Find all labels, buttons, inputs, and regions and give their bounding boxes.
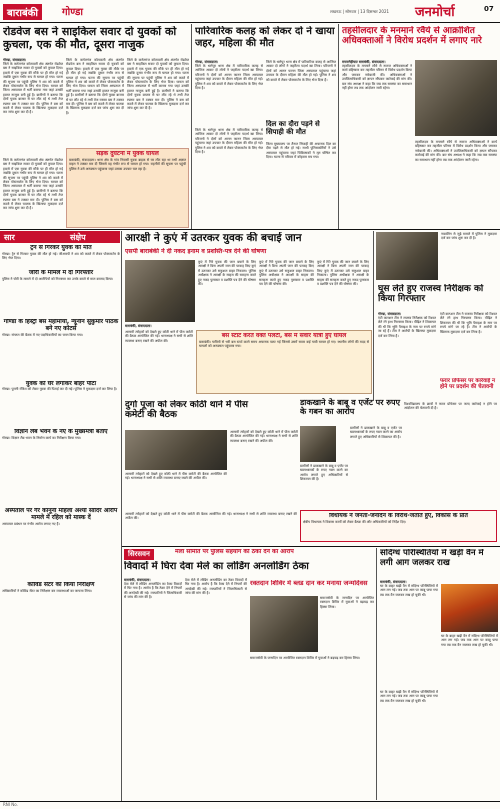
headline-protest: विधायक ने जनता-जनार्दन के विरोध-जताते हुए, विकास के प्रति	[329, 513, 468, 519]
brief-body: गोण्डा। विज्ञान लैब भवन के निर्माण कार्य का निरीक्षण किया गया।	[2, 436, 82, 441]
brief-title: कोविड सेंटर का किया निरीक्षण	[27, 582, 95, 589]
headline-well: आरक्षी ने कुएं में उतरकर युवक की बचाई जान	[125, 232, 302, 244]
body-well-c: कुएं में गिरे युवक की जान बचाने के लिए आरक्षी ने बिना अपनी जान की परवाह किए कुएं में उतरकर उसे सकुशल बाहर निकाला। पुलिस अधीक्षक ने आरक्षी के साहस की सराहना करते हुए नकद पुरस्कार व प्रशस्ति पत्र देने की घोषणा की।	[317, 260, 369, 287]
body-lead1-c: जिले के कर्नलगंज कोतवाली क्षेत्र अंतर्गत रोडवेज बस ने साइकिल सवार दो युवकों को कुचल दिया। हादसे में एक युवक की मौके पर ही मौत हो गई जबकि दूसरा गंभीर रूप से घायल हो गया। घटना की सूचना पर पहुंची पुलिस ने शव को कब्जे में लेकर पोस्टमार्टम के लिए भेज दिया। घायल को जिला अस्पताल में भर्ती कराया गया जहां उसकी हालत नाजुक बनी हुई है। ग्रामीणों ने बताया कि दोनों युवक बाजार से घर लौट रहे थे तभी तेज रफ्तार बस ने टक्कर मार दी। पुलिस ने बस को कब्जे में लेकर चालक के खिलाफ मुकदमा दर्ज कर जांच शुरू कर दी है।	[127, 58, 189, 111]
body-durga-b: आगामी त्योहारों को देखते हुए कोठी थाने में पीस कमेटी की बैठक आयोजित की गई। थानाध्यक्ष ने सभी से शांति व्यवस्था बनाए रखने की अपील की।	[125, 472, 227, 481]
body-donation-b: समाजसेवी के जन्मदिन पर आयोजित रक्तदान शिविर में युवाओं ने बढ़चढ़ कर हिस्सा लिया।	[250, 656, 361, 660]
headline-dead-soldier: दिल का दौरा पड़ने से सिपाही की मौत	[266, 120, 320, 137]
officials-photo	[376, 232, 438, 280]
headline-donation: रक्तदान शिविर में ब्लड दान कर मनाया जन्मदिवस	[250, 580, 368, 587]
byline-bribe: गोण्डा, संवाददाता।	[378, 312, 402, 316]
headline-chair-dispute: विवादों में घिरा देवा मेले का लोडिंग अनलोडिंग ठेका	[124, 561, 309, 572]
protest-box	[300, 510, 497, 542]
brief-body: अस्पताल प्रबंधन पर गंभीर आरोप लगाए गए हैं।	[2, 522, 60, 527]
body-protest: क्षेत्रीय विधायक ने विकास कार्यों को लेकर बैठक की और अधिकारियों को निर्देश दिए।	[303, 519, 407, 524]
body-action-demand: विश्वविद्यालय के छात्रों ने फरार प्रोफेसर पर जल्द कार्रवाई न होने पर आंदोलन की चेतावनी दी है।	[404, 402, 497, 411]
column-rule	[338, 24, 339, 229]
kicker-well: एसपी बाराबंकी ने दी नकद इनाम व प्रशस्ति-पत्र देने की घोषणा	[125, 248, 267, 255]
byline-well: बाराबंकी, संवाददाता।	[125, 324, 152, 328]
highlight-box-body: बाराबंकी, संवाददाता। थाना क्षेत्र के गांव निवासी युवक बाइक से घर लौट रहा था तभी अज्ञात वाहन ने टक्कर मार दी जिससे वह गंभीर रूप से घायल हो गया। राहगीरों की सूचना पर पहुंची पुलिस ने उसे अस्पताल पहुंचाया जहां उसका उपचार चल रहा है।	[69, 157, 186, 171]
body-durga-d: आगामी त्योहारों को देखते हुए कोठी थाने में पीस कमेटी की बैठक आयोजित की गई। थानाध्यक्ष ने सभी से शांति व्यवस्था बनाए रखने की अपील की।	[125, 512, 297, 521]
briefs-label-left: सार	[4, 233, 15, 242]
postman-photo	[300, 426, 336, 462]
headline-action-demand: फरार प्रोफेसर पर कार्रवाई न होने पर प्रदर्शन की चेतावनी	[440, 378, 495, 391]
body-lead1-a: जिले के कर्नलगंज कोतवाली क्षेत्र अंतर्गत रोडवेज बस ने साइकिल सवार दो युवकों को कुचल दिया। हादसे में एक युवक की मौके पर ही मौत हो गई जबकि दूसरा गंभीर रूप से घायल हो गया। घटना की सूचना पर पहुंची पुलिस ने शव को कब्जे में लेकर पोस्टमार्टम के लिए भेज दिया। घायल को जिला अस्पताल में भर्ती कराया गया जहां उसकी हालत नाजुक बनी हुई है। ग्रामीणों ने बताया कि दोनों युवक बाजार से घर लौट रहे थे तभी तेज रफ्तार बस ने टक्कर मार दी। पुलिस ने बस को कब्जे में लेकर चालक के खिलाफ मुकदमा दर्ज कर जांच शुरू कर दी है।	[3, 62, 63, 115]
donation-photo	[250, 596, 318, 652]
section-tag-left: बाराबंकी	[3, 4, 42, 20]
body-well-a: कुएं में गिरे युवक की जान बचाने के लिए आरक्षी ने बिना अपनी जान की परवाह किए कुएं में उतरकर उसे सकुशल बाहर निकाला। पुलिस अधीक्षक ने आरक्षी के साहस की सराहना करते हुए नकद पुरस्कार व प्रशस्ति पत्र देने की घोषणा की।	[198, 260, 256, 287]
body-lead2-a: जिले के धानेपुर थाना क्षेत्र में पारिवारिक कलह से आजिज आकर दो लोगों ने जहरीला पदार्थ खा लिया। परिजनों ने दोनों को आनन फानन जिला अस्पताल पहुंचाया जहां उपचार के दौरान महिला की मौत हो गई। पुलिस ने शव को कब्जे में लेकर पोस्टमार्टम के लिए भेज दिया है।	[195, 64, 263, 91]
body-lead3-b: तहसीलदार के मनमाने रवैये से नाराज अधिवक्ताओं ने कार्य बहिष्कार कर तहसील परिसर में विरोध प्रदर्शन किया और जमकर नारेबाजी की। अधिवक्ताओं ने उपजिलाधिकारी को ज्ञापन सौंपकर कार्रवाई की मांग की। बार संघ अध्यक्ष ने कहा कि जब तक समस्या का समाधान नहीं होगा तब तक आंदोलन जारी रहेगा।	[415, 140, 497, 162]
body-durga-c: आगामी त्योहारों को देखते हुए कोठी थाने में पीस कमेटी की बैठक आयोजित की गई। थानाध्यक्ष ने सभी से शांति व्यवस्था बनाए रखने की अपील की।	[230, 430, 298, 443]
masthead-rule	[0, 22, 500, 23]
highlight-box-title: सड़क दुर्घटना में युवक घायल	[96, 151, 159, 157]
brief-body: पुलिस ने चोरी के मामले में दो आरोपियों को गिरफ्तार कर उनके कब्जे से माल बरामद किया।	[2, 276, 114, 281]
brief-body: गोण्डा। पुरानी रंजिश को लेकर युवक की पिटाई कर दी गई। पुलिस ने मुकदमा दर्ज कर लिया है।	[2, 387, 118, 392]
headline-lead3: तहसीलदार के मनमाने रवैये से आक्रोशित अधिवक्ताओं ने विरोध प्रदर्शन में लगाए नारे	[342, 26, 482, 47]
body-lead1-d: जिले के कर्नलगंज कोतवाली क्षेत्र अंतर्गत रोडवेज बस ने साइकिल सवार दो युवकों को कुचल दिया। हादसे में एक युवक की मौके पर ही मौत हो गई जबकि दूसरा गंभीर रूप से घायल हो गया। घटना की सूचना पर पहुंची पुलिस ने शव को कब्जे में लेकर पोस्टमार्टम के लिए भेज दिया। घायल को जिला अस्पताल में भर्ती कराया गया जहां उसकी हालत नाजुक बनी हुई है। ग्रामीणों ने बताया कि दोनों युवक बाजार से घर लौट रहे थे तभी तेज रफ्तार बस ने टक्कर मार दी। पुलिस ने बस को कब्जे में लेकर चालक के खिलाफ मुकदमा दर्ज कर जांच शुरू कर दी है।	[3, 158, 63, 211]
section-tag-right: गोण्डा	[62, 7, 83, 18]
body-lead2-c: जिले के धानेपुर थाना क्षेत्र में पारिवारिक कलह से आजिज आकर दो लोगों ने जहरीला पदार्थ खा लिया। परिजनों ने दोनों को आनन फानन जिला अस्पताल पहुंचाया जहां उपचार के दौरान महिला की मौत हो गई। पुलिस ने शव को कब्जे में लेकर पोस्टमार्टम के लिए भेज दिया है।	[195, 128, 263, 155]
body-van-fire-a: घर के बाहर खड़ी वैन में संदिग्ध परिस्थितियों में आग लग गई। जब तक आग पर काबू पाया गया तब तक वैन जलकर राख हो चुकी थी।	[380, 584, 438, 597]
paper-name: जनमोर्चा	[415, 5, 455, 20]
body-well-b: कुएं में गिरे युवक की जान बचाने के लिए आरक्षी ने बिना अपनी जान की परवाह किए कुएं में उतरकर उसे सकुशल बाहर निकाला। पुलिस अधीक्षक ने आरक्षी के साहस की सराहना करते हुए नकद पुरस्कार व प्रशस्ति पत्र देने की घोषणा की।	[259, 260, 314, 287]
brief-title: अस्पताल पर गैर कानूनी महिला अंश्या सादिर आरोप मामले में रहिल को मास्क दें	[4, 508, 118, 522]
briefs-list	[2, 245, 120, 745]
body-bus-accident: बाराबंकी। यात्रियों से भरी बस स्टार्ट करते समय अचानक पलट गई जिससे उसमें सवार कई यात्री घायल हो गए। स्थानीय लोगों की मदद से घायलों को अस्पताल पहुंचाया गया।	[199, 339, 369, 349]
body-lead1-b: जिले के कर्नलगंज कोतवाली क्षेत्र अंतर्गत रोडवेज बस ने साइकिल सवार दो युवकों को कुचल दिया। हादसे में एक युवक की मौके पर ही मौत हो गई जबकि दूसरा गंभीर रूप से घायल हो गया। घटना की सूचना पर पहुंची पुलिस ने शव को कब्जे में लेकर पोस्टमार्टम के लिए भेज दिया। घायल को जिला अस्पताल में भर्ती कराया गया जहां उसकी हालत नाजुक बनी हुई है। ग्रामीणों ने बताया कि दोनों युवक बाजार से घर लौट रहे थे तभी तेज रफ्तार बस ने टक्कर मार दी। पुलिस ने बस को कब्जे में लेकर चालक के खिलाफ मुकदमा दर्ज कर जांच शुरू कर दी है।	[66, 58, 124, 115]
body-lead2-b: जिले के धानेपुर थाना क्षेत्र में पारिवारिक कलह से आजिज आकर दो लोगों ने जहरीला पदार्थ खा लिया। परिजनों ने दोनों को आनन फानन जिला अस्पताल पहुंचाया जहां उपचार के दौरान महिला की मौत हो गई। पुलिस ने शव को कब्जे में लेकर पोस्टमार्टम के लिए भेज दिया है।	[266, 60, 336, 82]
well-photo	[125, 260, 195, 322]
headline-bribe: घूस लेते हुए राजस्व निरीक्षक को किया गिरफ्तार	[378, 284, 484, 305]
byline-lead3: रामसनेहीघाट बाराबंकी, संवाददाता।	[342, 60, 386, 64]
briefs-header	[0, 231, 120, 243]
body-durga-a: आगामी त्योहारों को देखते हुए कोठी थाने में पीस कमेटी की बैठक आयोजित की गई। थानाध्यक्ष ने सभी से शांति व्यवस्था बनाए रखने की अपील की।	[125, 330, 193, 343]
body-chair-dispute-b: देवा मेले में लोडिंग अनलोडिंग का ठेका विवादों में घिर गया है। आरोप है कि ठेका देने में नियमों की अनदेखी की गई। व्यापारियों ने जिलाधिकारी से जांच की मांग की है।	[185, 578, 247, 596]
body-lead3-a: तहसीलदार के मनमाने रवैये से नाराज अधिवक्ताओं ने कार्य बहिष्कार कर तहसील परिसर में विरोध प्रदर्शन किया और जमकर नारेबाजी की। अधिवक्ताओं ने उपजिलाधिकारी को ज्ञापन सौंपकर कार्रवाई की मांग की। बार संघ अध्यक्ष ने कहा कि जब तक समस्या का समाधान नहीं होगा तब तक आंदोलन जारी रहेगा।	[342, 64, 412, 91]
body-bribe-b: एंटी करप्शन टीम ने राजस्व निरीक्षक को रिश्वत लेते रंगे हाथ गिरफ्तार किया। पीड़ित ने शिकायत की थी कि भूमि पैमाइश के नाम पर रुपये मांगे जा रहे हैं। टीम ने आरोपी के खिलाफ मुकदमा दर्ज कर लिया है।	[440, 312, 497, 334]
body-bribe-a: एंटी करप्शन टीम ने राजस्व निरीक्षक को रिश्वत लेते रंगे हाथ गिरफ्तार किया। पीड़ित ने शिकायत की थी कि भूमि पैमाइश के नाम पर रुपये मांगे जा रहे हैं। टीम ने आरोपी के खिलाफ मुकदमा दर्ज कर लिया है।	[378, 316, 436, 338]
headline-van-fire: संदिग्ध परिस्थितियों में खड़ी वैन में लगी आग जलकर राख	[380, 549, 484, 568]
bus-accident-box	[196, 330, 372, 394]
body-van-fire-c: घर के बाहर खड़ी वैन में संदिग्ध परिस्थितियों में आग लग गई। जब तक आग पर काबू पाया गया तब तक वैन जलकर राख हो चुकी थी।	[380, 690, 438, 703]
headline-lead2: पारिवारिक कलह को लेकर दो ने खाया जहर, महिला की मौत	[195, 26, 335, 49]
body-van-fire-b: घर के बाहर खड़ी वैन में संदिग्ध परिस्थितियों में आग लग गई। जब तक आग पर काबू पाया गया तब तक वैन जलकर राख हो चुकी थी।	[441, 634, 498, 647]
protest-photo	[415, 60, 497, 136]
byline-van-fire: बाराबंकी, संवाददाता।	[380, 580, 407, 584]
briefs-label-right: संक्षेप	[70, 233, 86, 242]
meeting-photo	[125, 430, 227, 470]
byline-lead1: गोण्डा, संवाददाता।	[3, 58, 27, 62]
brief-title: गोण्डा के हिस्ट्री बस महामाया, न्यूनीन सुकुमार पाठक बने नए कोटर्स	[3, 318, 119, 332]
brief-body: गोण्डा। ट्रेन से गिरकर युवक की मौत हो गई। जीआरपी ने शव को कब्जे में लेकर पोस्टमार्टम के लिए भेज दिया।	[2, 251, 120, 261]
footer-rule	[0, 801, 500, 802]
van-fire-photo	[441, 584, 498, 632]
body-chair-dispute-a: देवा मेले में लोडिंग अनलोडिंग का ठेका विवादों में घिर गया है। आरोप है कि ठेका देने में नियमों की अनदेखी की गई। व्यापारियों ने जिलाधिकारी से जांच की मांग की है।	[124, 582, 182, 600]
byline-lead2: गोण्डा, संवाददाता।	[195, 60, 219, 64]
headline-bus-accident: बस स्टार्ट करते वक्त पलटी, बस में सवार यात्री हुए घायल	[221, 333, 347, 339]
brief-title: ट्रेन से गिरकर युवक की मौत	[30, 245, 92, 251]
column-rule	[373, 231, 374, 401]
column-rule	[121, 231, 122, 801]
headline-durga: दुर्गा पूजा को लेकर कोठी थाने में पीस कमेटी की बैठक	[125, 400, 248, 421]
kicker-chair-dispute: मेला समिति पर पुलिस सहयोग की ठेका देने का आरोप	[175, 549, 294, 555]
masthead	[0, 0, 500, 22]
byline-chair-dispute: बाराबंकी, संवाददाता।	[124, 578, 151, 582]
column-rule	[376, 548, 377, 800]
section-tag-bottom: सिरसवन	[124, 549, 154, 560]
body-donation-a: समाजसेवी के जन्मदिन पर आयोजित रक्तदान शिविर में युवाओं ने बढ़चढ़ कर हिस्सा लिया।	[320, 596, 374, 609]
body-minor: नाबालिग से जुड़े मामले में पुलिस ने मुकदमा दर्ज कर जांच शुरू कर दी है।	[441, 232, 497, 241]
brief-body: अधिकारियों ने कोविड सेंटर का निरीक्षण कर व्यवस्थाओं का जायजा लिया।	[2, 589, 92, 594]
masthead-meta: लखनऊ | सोमवार | 13 दिसम्बर 2021	[330, 9, 390, 14]
brief-body: गोण्डा। संगठन की बैठक में नए पदाधिकारियों का चयन किया गया।	[2, 332, 83, 337]
brief-title: जोरी के मामले में दो गिरफ्तार	[28, 269, 94, 276]
headline-postman: डाकखाने के बाबू व एजेंट पर रुपए के गबन का आरोप	[300, 398, 401, 417]
brief-title: विज्ञान लैब भवन के नए के मुख्यमंत्री बताए	[14, 429, 108, 436]
highlight-box	[66, 148, 189, 228]
body-postman-b: ग्रामीणों ने डाकखाने के बाबू व एजेंट पर खाताधारकों के रुपए गबन करने का आरोप लगाते हुए अधिकारियों से शिकायत की है।	[350, 426, 402, 439]
headline-lead1: रोडवेज बस ने साइकिल सवार दो युवकों को कुचला, एक की मौत, दूसरा नाजुक	[3, 26, 177, 51]
footer-note: RNI No.	[3, 802, 18, 807]
row-rule	[0, 229, 500, 230]
brief-title: युवक को घेर लगाकर बाहर पीटा	[25, 380, 97, 387]
column-rule	[191, 24, 192, 229]
body-postman-a: ग्रामीणों ने डाकखाने के बाबू व एजेंट पर खाताधारकों के रुपए गबन करने का आरोप लगाते हुए अधिकारियों से शिकायत की है।	[300, 464, 348, 482]
body-dead-soldier: जिला मुख्यालय पर तैनात सिपाही की अचानक दिल का दौरा पड़ने से मौत हो गई। साथी पुलिसकर्मियों ने उसे अस्पताल पहुंचाया जहां चिकित्सकों ने मृत घोषित कर दिया। घटना से परिवार में कोहराम मच गया।	[266, 142, 336, 160]
bottom-band-rule	[122, 546, 500, 547]
page-number: 07	[484, 5, 494, 13]
